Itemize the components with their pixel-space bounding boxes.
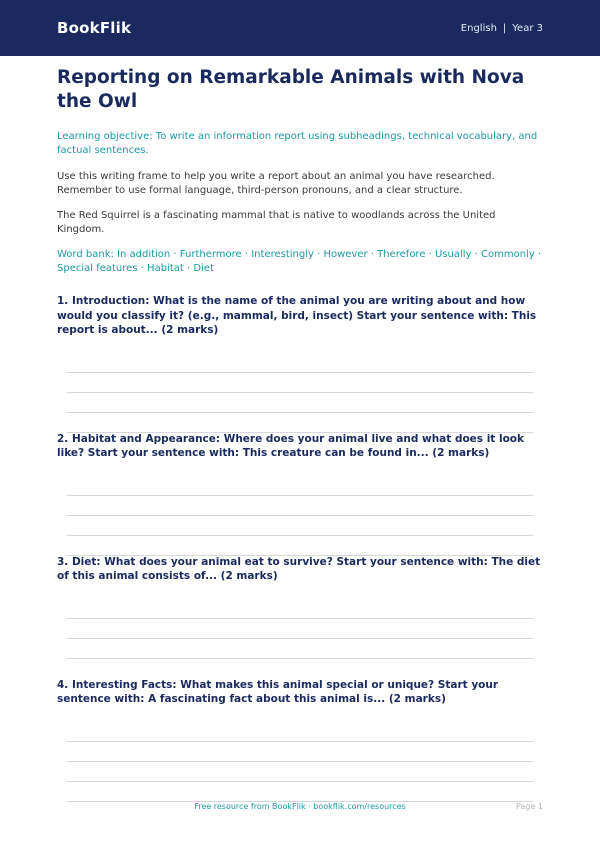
separator: | bbox=[502, 22, 507, 34]
page-title: Reporting on Remarkable Animals with Nova the Owl bbox=[57, 67, 525, 112]
answer-line[interactable] bbox=[67, 412, 533, 413]
answer-lines-3 bbox=[67, 618, 533, 659]
answer-lines-1 bbox=[67, 372, 533, 433]
question-1: 1. Introduction: What is the name of the animal you are writing about and how would you classify it? (e.g., mammal, bird, insect) Start your sentence with: This report is about... (2 marks) bbox=[57, 295, 537, 336]
question-4: 4. Interesting Facts: What makes this animal special or unique? Start your sentence with: A fascinating fact about this animal is... (2 marks) bbox=[57, 678, 499, 705]
question-2: 2. Habitat and Appearance: Where does your animal live and what does it look like? Start your sentence with: This creature can be found in... (2 marks) bbox=[57, 432, 524, 459]
footer-resource-link[interactable]: Free resource from BookFlik · bookflik.com/resources bbox=[194, 802, 406, 811]
instructions: Use this writing frame to help you write a report about an animal you have researched. Remember to use formal language, third-person pronouns, and a clear structure. bbox=[57, 171, 495, 196]
answer-line[interactable] bbox=[67, 495, 533, 496]
answer-line[interactable] bbox=[67, 741, 533, 742]
year-label: Year 3 bbox=[512, 22, 543, 34]
answer-line[interactable] bbox=[67, 392, 533, 393]
subject-year-label bbox=[461, 23, 543, 34]
answer-line[interactable] bbox=[67, 781, 533, 782]
page-number: Page 1 bbox=[516, 802, 543, 811]
answer-line[interactable] bbox=[67, 515, 533, 516]
page-footer bbox=[0, 800, 600, 816]
word-bank: Word bank: In addition · Furthermore · Interestingly · However · Therefore · Usually · Commonly · Special features · Habitat · Diet bbox=[57, 249, 542, 274]
learning-objective: Learning objective: To write an information report using subheadings, technical vocabulary, and factual sentences. bbox=[57, 131, 538, 156]
answer-line[interactable] bbox=[67, 535, 533, 536]
brand-logo[interactable]: BookFlik bbox=[57, 19, 132, 37]
worksheet-content bbox=[0, 66, 600, 802]
animal-fact: The Red Squirrel is a fascinating mammal that is native to woodlands across the United Kingdom. bbox=[57, 210, 496, 235]
answer-line[interactable] bbox=[67, 618, 533, 619]
answer-lines-2 bbox=[67, 495, 533, 556]
answer-line[interactable] bbox=[67, 372, 533, 373]
question-3: 3. Diet: What does your animal eat to survive? Start your sentence with: The diet of this animal consists of... (2 marks) bbox=[57, 555, 541, 582]
answer-line[interactable] bbox=[67, 638, 533, 639]
answer-line[interactable] bbox=[67, 658, 533, 659]
subject-label: English bbox=[460, 22, 497, 34]
page-header bbox=[0, 0, 600, 56]
answer-lines-4 bbox=[67, 741, 533, 802]
answer-line[interactable] bbox=[67, 761, 533, 762]
